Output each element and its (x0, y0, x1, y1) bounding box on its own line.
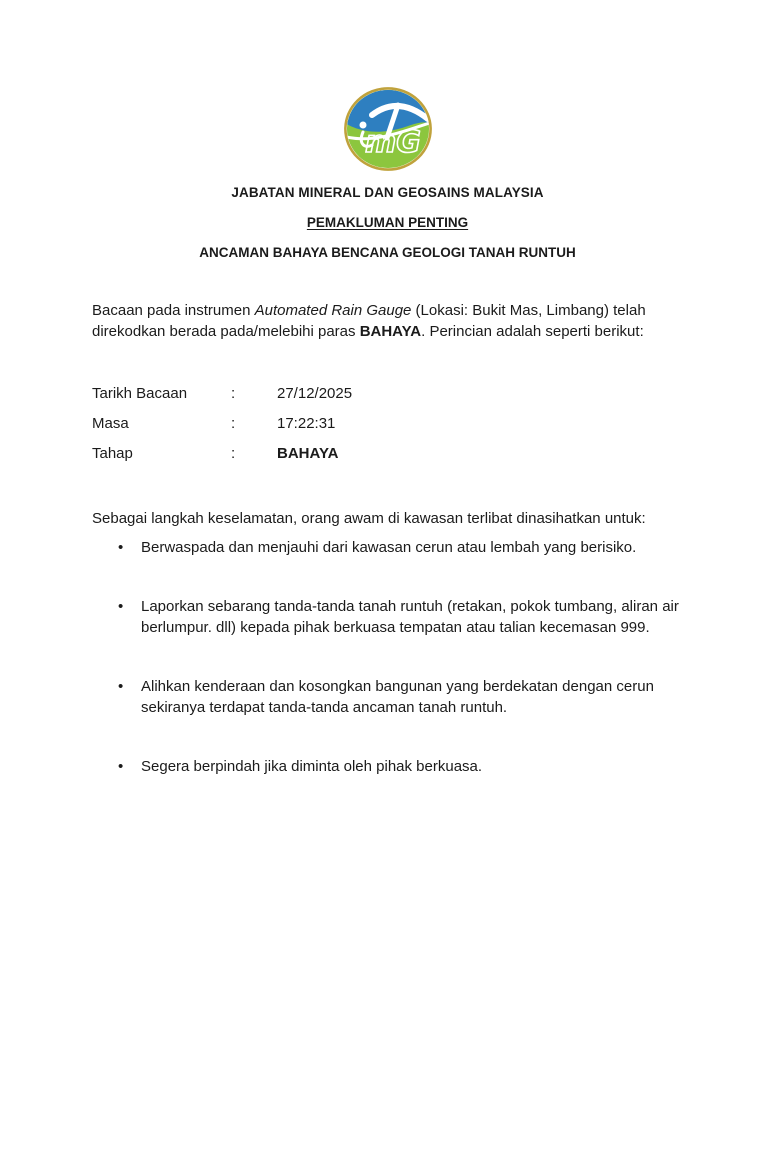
detail-separator: : (231, 445, 236, 462)
document-page (0, 86, 775, 1166)
advisory-bullet-3: • Alihkan kenderaan dan kosongkan bangunan yang berdekatan dengan cerun sekiranya terdapat tanda-tanda ancaman tanah runtuh. (92, 676, 684, 718)
reading-details (92, 383, 684, 464)
detail-row-masa (92, 413, 684, 434)
detail-value-time: 17:22:31 (277, 415, 336, 432)
detail-label: Tarikh Bacaan (92, 385, 188, 402)
advisory-bullet-2: • Laporkan sebarang tanda-tanda tanah runtuh (retakan, pokok tumbang, aliran air berlumpur. dll) kepada pihak berkuasa tempatan atau talian kecemasan 999. (92, 596, 684, 638)
detail-label: Tahap (92, 445, 133, 462)
detail-separator: : (231, 415, 236, 432)
advisory-lead: Sebagai langkah keselamatan, orang awam di kawasan terlibat dinasihatkan untuk: (92, 510, 646, 527)
jmg-logo (334, 86, 442, 172)
org-title: JABATAN MINERAL DAN GEOSAINS MALAYSIA (231, 185, 544, 200)
advisory-list (92, 537, 684, 777)
alert-level-inline: BAHAYA (359, 323, 422, 340)
detail-separator: : (231, 385, 236, 402)
intro-text-middle: (Lokasi: Bukit Mas, Limbang) telah direkodkan berada pada/melebihi paras (92, 302, 646, 340)
subject-title: ANCAMAN BAHAYA BENCANA GEOLOGI TANAH RUNTUH (199, 245, 576, 260)
intro-text-prefix: Bacaan pada instrumen (92, 302, 255, 319)
document-header (0, 185, 775, 261)
detail-row-tahap (92, 443, 684, 464)
intro-paragraph (92, 300, 684, 342)
intro-text-suffix: . Perincian adalah seperti berikut: (421, 323, 644, 340)
logo-letters: mG (364, 125, 421, 160)
detail-label: Masa (92, 415, 129, 432)
detail-value-level: BAHAYA (277, 445, 339, 462)
detail-row-tarikh (92, 383, 684, 404)
instrument-name: Automated Rain Gauge (254, 302, 412, 319)
jmg-logo-graphic (334, 86, 442, 172)
advisory-bullet-1: • Berwaspada dan menjauhi dari kawasan cerun atau lembah yang berisiko. (92, 537, 684, 558)
advisory-bullet-4: • Segera berpindah jika diminta oleh pihak berkuasa. (92, 756, 684, 777)
document-body (92, 300, 684, 777)
detail-value-date: 27/12/2025 (277, 385, 353, 402)
notice-title: PEMAKLUMAN PENTING (306, 215, 469, 230)
